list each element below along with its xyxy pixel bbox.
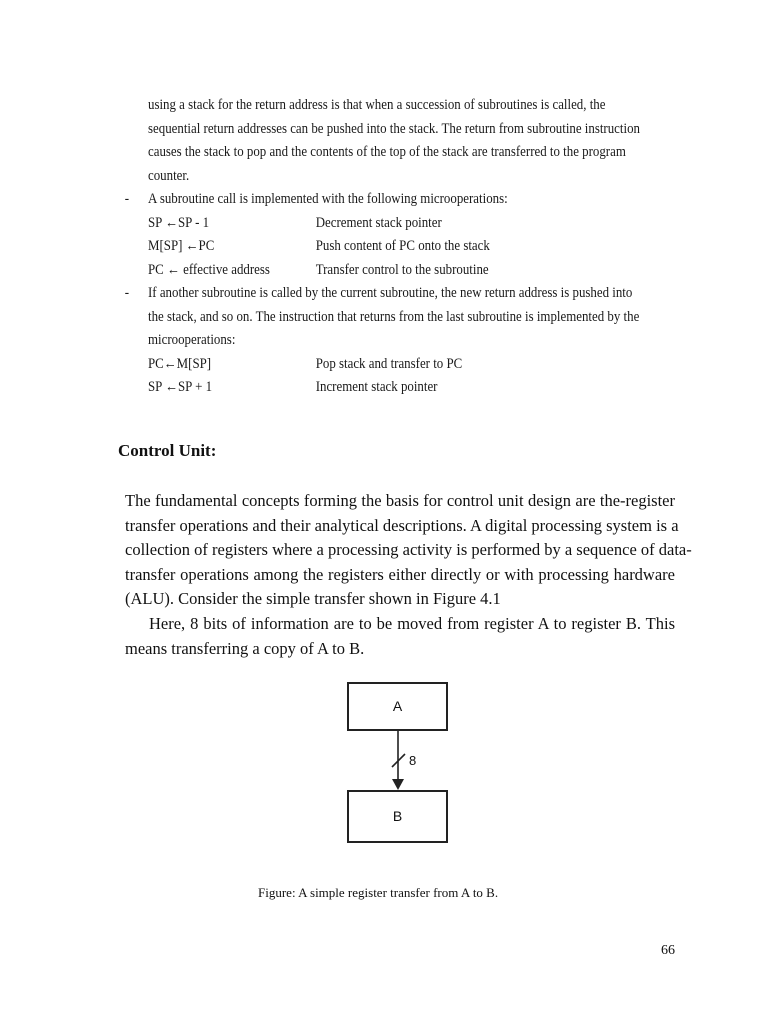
register-a-label: A <box>392 698 403 714</box>
bullet-dash: - <box>124 285 130 301</box>
text-line: collection of registers where a processing activity is performed by a sequence of data- <box>125 540 692 560</box>
text-line: microoperations: <box>148 332 236 348</box>
text-line: Here, 8 bits of information are to be moved from register A to register B. This <box>149 613 675 633</box>
bullet-text: If another subroutine is called by the current subroutine, the new return address is pushed into <box>148 285 633 301</box>
microoperation-row <box>148 353 688 377</box>
text-line: using a stack for the return address is that when a succession of subroutines is called, the <box>148 97 606 113</box>
page-number: 66 <box>661 943 675 958</box>
bullet-item <box>124 282 688 306</box>
bullet-item <box>124 188 688 212</box>
microoperation-row <box>148 259 688 283</box>
microoperation-row <box>148 376 688 400</box>
bullet-dash: - <box>124 191 130 207</box>
section-heading: Control Unit: <box>118 441 217 460</box>
microoperation: PC←M[SP] <box>148 355 212 372</box>
microoperation-description: Pop stack and transfer to PC <box>315 355 463 372</box>
register-b-label: B <box>392 808 403 824</box>
microoperation-description: Transfer control to the subroutine <box>315 261 489 278</box>
bullet-text: A subroutine call is implemented with the following microoperations: <box>148 191 508 207</box>
top-text-block <box>124 94 688 400</box>
text-line: sequential return addresses can be pushed into the stack. The return from subroutine instruction <box>148 120 640 137</box>
microoperation: M[SP] ←PC <box>148 238 215 254</box>
text-line: the stack, and so on. The instruction that returns from the last subroutine is implemented by the <box>148 308 640 325</box>
microoperation-description: Decrement stack pointer <box>315 214 442 231</box>
control-unit-text <box>125 489 692 661</box>
microoperation: PC ← effective address <box>148 261 270 278</box>
transfer-arrow <box>380 731 430 791</box>
figure-caption: Figure: A simple register transfer from A to B. <box>258 885 499 900</box>
microoperation-row <box>148 212 688 236</box>
text-line: counter. <box>148 167 190 184</box>
text-line: transfer operations and their analytical descriptions. A digital processing system is a <box>125 515 679 535</box>
microoperation-description: Push content of PC onto the stack <box>315 238 490 254</box>
text-line: transfer operations among the registers either directly or with processing hardware <box>125 564 675 584</box>
bus-width-label: 8 <box>409 753 417 768</box>
text-line: (ALU). Consider the simple transfer shown in Figure 4.1 <box>125 589 501 609</box>
register-a-box <box>347 682 448 731</box>
microoperation-row <box>148 235 688 259</box>
arrow-head <box>392 779 404 790</box>
register-b-box <box>347 790 448 843</box>
text-line: The fundamental concepts forming the basis for control unit design are the-register <box>125 491 675 510</box>
microoperation: SP ←SP + 1 <box>148 379 213 395</box>
microoperation-description: Increment stack pointer <box>315 379 438 395</box>
microoperation: SP ←SP - 1 <box>148 214 210 231</box>
text-line: causes the stack to pop and the contents of the top of the stack are transferred to the program <box>148 144 626 160</box>
text-line: means transferring a copy of A to B. <box>125 638 365 658</box>
